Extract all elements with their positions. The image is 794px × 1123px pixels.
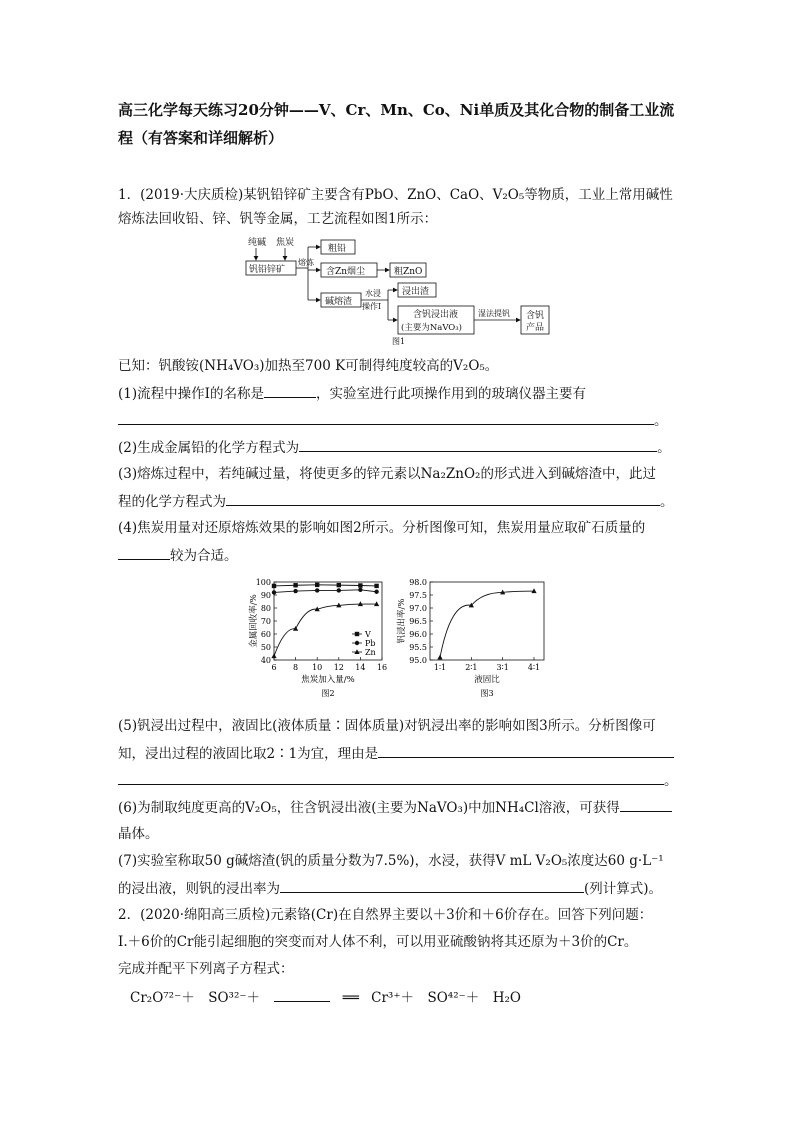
legend-marker <box>355 641 359 645</box>
x-tick-label: 10 <box>312 663 323 672</box>
data-point-pb <box>272 590 276 594</box>
x-tick-label: 12 <box>333 663 344 672</box>
y-tick-label: 96.5 <box>409 617 427 626</box>
y-tick-label: 98.0 <box>409 578 427 587</box>
y-tick-label: 70 <box>260 617 271 626</box>
fig1-caption: 图1 <box>392 337 406 346</box>
x-axis-label: 液固比 <box>474 675 500 685</box>
q1-part7-line1: (7)实验室称取50 g碱熔渣(钒的质量分数为7.5%)，水浸，获得V mL V₂O₅浓度达60 g·L⁻¹ <box>118 853 664 869</box>
y-tick-label: 100 <box>255 578 271 587</box>
flow-leach-label: 水浸 <box>365 289 381 298</box>
q2-equation <box>130 987 521 1008</box>
q2-stem: 2．(2020·绵阳高三质检)元素铬(Cr)在自然界主要以＋3价和＋6价存在。回答下列问题： <box>118 907 653 923</box>
x-tick-label: 3∶1 <box>496 663 509 672</box>
flow-pb-label: 粗铅 <box>328 244 347 254</box>
q1-part1 <box>118 383 586 404</box>
answer-blank-1a[interactable] <box>264 383 316 398</box>
series-line-zn <box>274 604 377 656</box>
series-line <box>440 591 534 657</box>
q1-stem-line1: 1．(2019·大庆质检)某钒铅锌矿主要含有PbO、ZnO、CaO、V₂O₅等物质，工业上常用碱性 <box>118 187 673 203</box>
plot-frame <box>430 582 544 660</box>
data-point-v <box>358 583 362 587</box>
y-tick-label: 60 <box>260 630 271 639</box>
equals-sign: ══ <box>342 990 359 1006</box>
data-point-pb <box>358 588 362 592</box>
flow-residue-label: 浸出渣 <box>402 287 430 297</box>
q1-part1-line2 <box>118 410 668 431</box>
flow-zndust-label: 含Zn烟尘 <box>326 267 366 277</box>
q1-part1-text-b: ，实验室进行此项操作用到的玻璃仪器主要有 <box>315 386 586 402</box>
equation-right: Cr³⁺＋ SO⁴²⁻＋ H₂O <box>371 990 521 1006</box>
flow-slag-label: 碱熔渣 <box>325 297 353 307</box>
q1-part3-text: 程的化学方程式为 <box>118 494 226 510</box>
flow-liquor-label-1: 含钒浸出液 <box>413 310 459 320</box>
data-point-pb <box>337 588 341 592</box>
q1-part3-line2 <box>118 491 674 512</box>
y-tick-label: 50 <box>260 643 271 652</box>
q1-part1-end: 。 <box>654 413 668 429</box>
legend-marker <box>354 649 359 654</box>
q1-stem-line2: 熔炼法回收铅、锌、钒等金属，工艺流程如图1所示： <box>118 211 438 227</box>
legend-label-pb: Pb <box>365 639 376 648</box>
data-point-pb <box>374 590 378 594</box>
flow-extract-label: 湿法提钒 <box>478 309 510 318</box>
flow-liquor-label-2: (主要为NaVO₃) <box>401 323 463 333</box>
q2-part1: Ⅰ.＋6价的Cr能引起细胞的突变而对人体不利，可以用亚硫酸钠将其还原为＋3价的Cr。 <box>118 934 638 950</box>
flow-soda-label: 纯碱 <box>248 238 267 248</box>
q1-part4-text: 较为合适。 <box>170 548 238 564</box>
q1-part3-end: 。 <box>660 494 674 510</box>
flow-smelt-label: 熔炼 <box>298 258 314 267</box>
answer-blank-4[interactable] <box>118 545 170 560</box>
y-tick-label: 80 <box>260 604 271 613</box>
x-tick-label: 16 <box>376 663 388 672</box>
y-axis-label: 金属回收率/% <box>249 594 259 648</box>
x-tick-label: 4∶1 <box>527 663 541 672</box>
y-tick-label: 97.0 <box>409 604 427 613</box>
equation-left: Cr₂O⁷²⁻＋ SO³²⁻＋ <box>130 990 260 1006</box>
flow-product-label-1: 含钒 <box>526 311 545 321</box>
data-point <box>437 655 442 660</box>
chart-title: 图3 <box>480 689 494 698</box>
x-tick-label: 2∶1 <box>465 663 478 672</box>
data-point-v <box>374 584 378 588</box>
legend-marker <box>355 632 359 636</box>
data-point-v <box>272 584 276 588</box>
x-tick-label: 6 <box>271 663 277 672</box>
flow-zno-label: 粗ZnO <box>394 267 423 277</box>
q1-part5-line3 <box>118 770 678 791</box>
chart-fig3 <box>394 574 554 708</box>
q1-part1-text-a: (1)流程中操作Ⅰ的名称是 <box>118 386 264 402</box>
q1-part7-text: 的浸出液，则钒的浸出率为 <box>118 881 280 897</box>
flow-coke-label: 焦炭 <box>276 238 295 248</box>
data-point-v <box>337 583 341 587</box>
chart-fig2 <box>246 574 394 708</box>
q1-part5-line1: (5)钒浸出过程中，液固比(液体质量∶固体质量)对钒浸出率的影响如图3所示。分析图像可 <box>118 718 656 734</box>
y-tick-label: 95.5 <box>409 643 427 652</box>
q1-part6-text: (6)为制取纯度更高的V₂O₅，往含钒浸出液(主要为NaVO₃)中加NH₄Cl溶液，可获得 <box>118 800 620 816</box>
q1-part3-line1: (3)熔炼过程中，若纯碱过量，将使更多的锌元素以Na₂ZnO₂的形式进入到碱熔渣中，此过 <box>118 466 656 482</box>
x-tick-label: 14 <box>355 663 366 672</box>
answer-blank-5b[interactable] <box>118 770 664 785</box>
page-title: 高三化学每天练习20分钟——V、Cr、Mn、Co、Ni单质及其化合物的制备工业流程（有答案和详细解析） <box>118 101 675 147</box>
y-axis-label: 钒浸出率/% <box>397 598 407 644</box>
y-tick-label: 95.0 <box>409 656 427 665</box>
data-point-pb <box>293 589 297 593</box>
q1-part2-text: (2)生成金属铅的化学方程式为 <box>118 440 300 456</box>
flow-ore-label: 钒铅锌矿 <box>249 265 286 275</box>
chart-title: 图2 <box>321 689 335 698</box>
legend-label-v: V <box>365 630 371 639</box>
answer-blank-1b[interactable] <box>118 410 654 425</box>
q1-part7-line2 <box>118 878 662 899</box>
answer-blank-6[interactable] <box>620 797 672 812</box>
y-tick-label: 90 <box>260 591 271 600</box>
q1-part6-line1 <box>118 797 672 818</box>
q1-part2 <box>118 437 671 458</box>
answer-blank-2[interactable] <box>299 437 657 452</box>
x-axis-label: 焦炭加入量/% <box>301 675 355 685</box>
data-point-v <box>293 583 297 587</box>
q1-part4-line1: (4)焦炭用量对还原熔炼效果的影响如图2所示。分析图像可知，焦炭用量应取矿石质量的 <box>118 520 646 536</box>
data-point-zn <box>271 653 276 658</box>
answer-blank-eq[interactable] <box>274 987 330 1002</box>
q1-part6-line2: 晶体。 <box>118 826 159 842</box>
q1-part5-end: 。 <box>664 773 678 789</box>
flow-op-label: 操作Ⅰ <box>362 302 382 311</box>
q2-part1-line2: 完成并配平下列离子方程式： <box>118 961 294 977</box>
data-point-pb <box>315 588 319 592</box>
y-tick-label: 40 <box>260 656 271 665</box>
answer-blank-3[interactable] <box>226 491 660 506</box>
q1-part4-line2 <box>118 545 238 566</box>
q1-known: 已知：钒酸铵(NH₄VO₃)加热至700 K可制得纯度较高的V₂O₅。 <box>118 358 499 374</box>
y-tick-label: 96.0 <box>409 630 427 639</box>
legend-label-zn: Zn <box>365 648 376 657</box>
flow-product-label-2: 产品 <box>526 323 545 333</box>
x-tick-label: 8 <box>293 663 299 672</box>
flow-diagram <box>240 234 560 346</box>
x-tick-label: 1∶1 <box>433 663 447 672</box>
data-point-v <box>315 583 319 587</box>
answer-blank-7[interactable] <box>280 878 584 893</box>
q1-part5-text: 知，浸出过程的液固比取2∶1为宜，理由是 <box>118 746 379 762</box>
q1-part5-line2 <box>118 743 674 764</box>
y-tick-label: 97.5 <box>409 591 427 600</box>
q1-part2-end: 。 <box>657 440 671 456</box>
q1-part7-end: (列计算式)。 <box>584 881 663 897</box>
answer-blank-5a[interactable] <box>378 743 674 758</box>
